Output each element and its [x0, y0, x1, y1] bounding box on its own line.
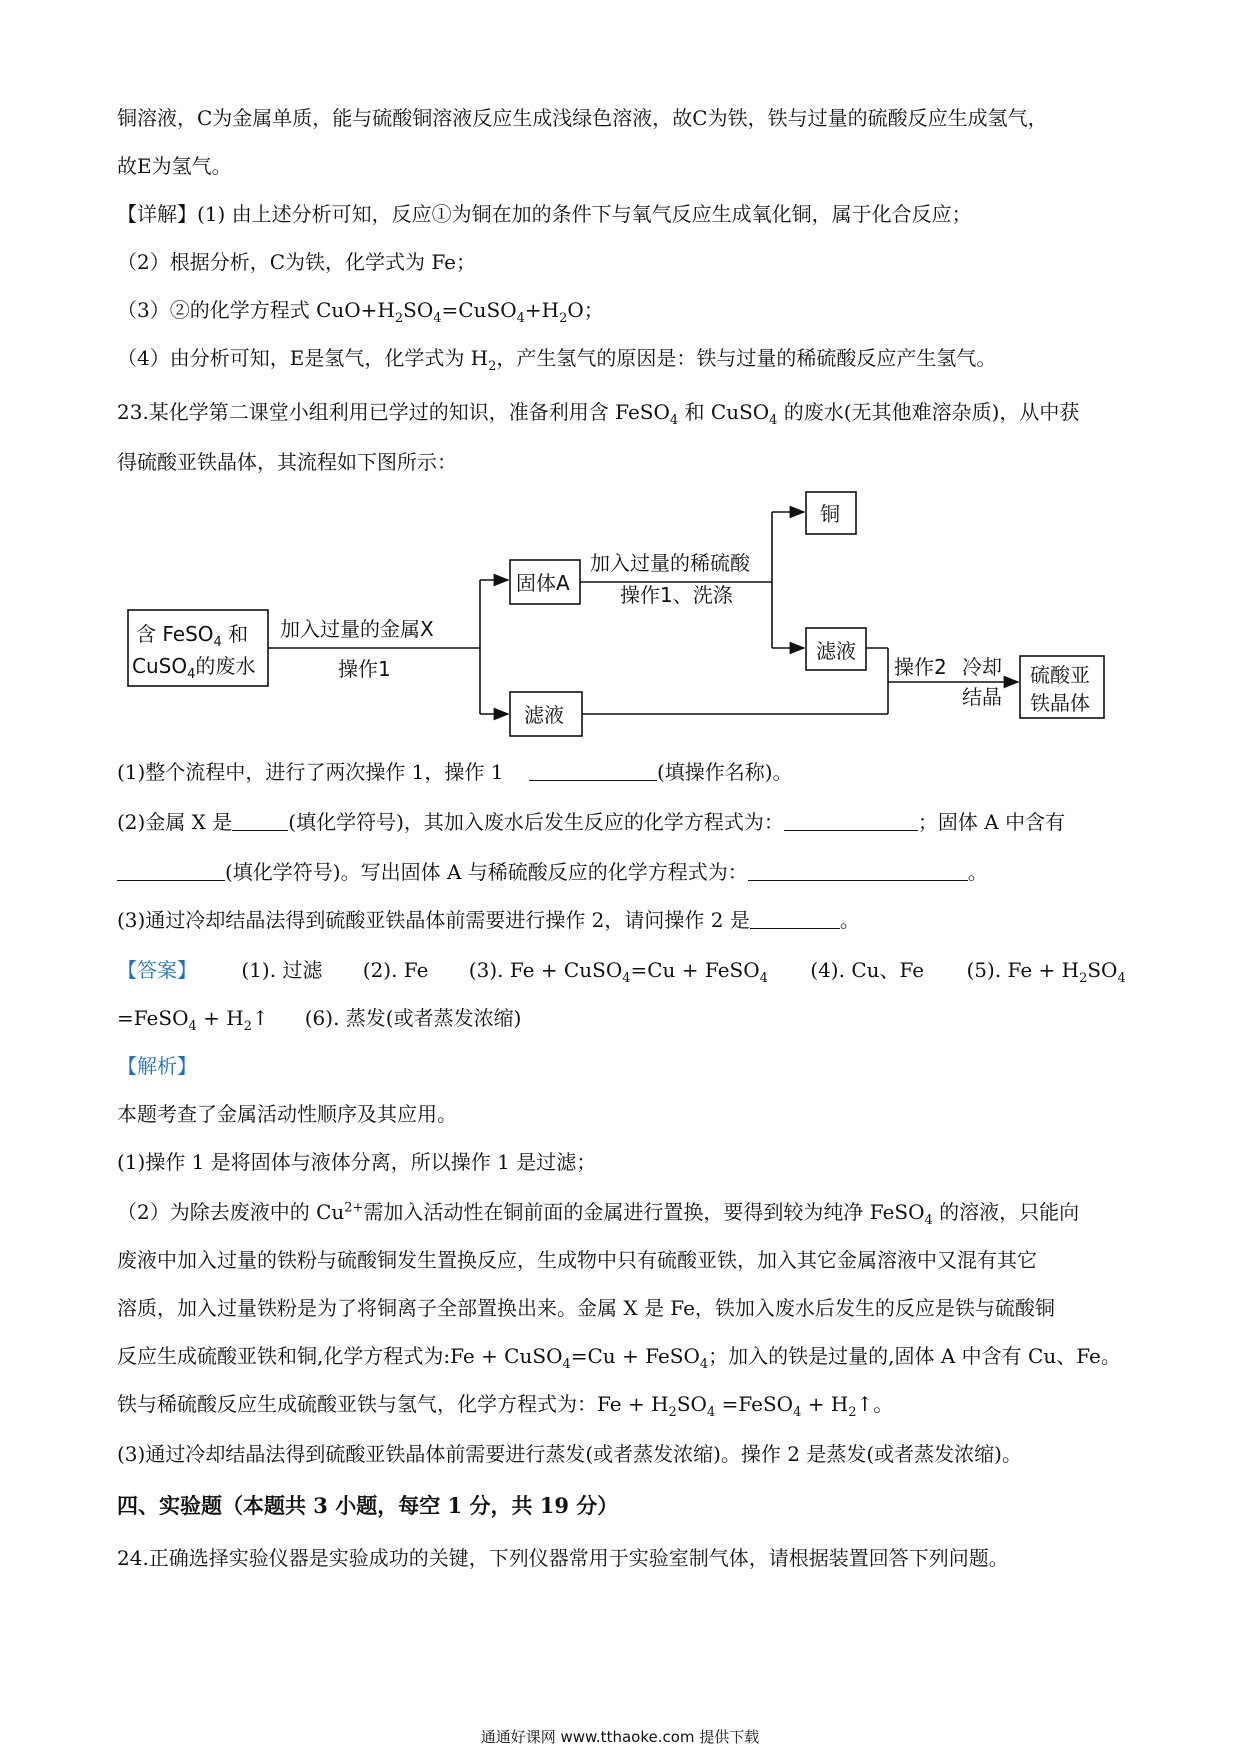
sub: 4	[1117, 971, 1126, 986]
q23-s2-c: ；固体 A 中含有	[917, 810, 1066, 834]
product-label-2: 铁晶体	[1030, 691, 1090, 715]
page-footer: 通通好课网 www.tthaoke.com 提供下载	[480, 1728, 760, 1746]
detail-1-text: (1) 由上述分析可知，反应①为铜在加的条件下与氧气反应生成氧化铜，属于化合反应；	[197, 202, 972, 226]
q23-s2-d: (填化学符号)。写出固体 A 与稀硫酸反应的化学方程式为：	[225, 860, 748, 884]
q23-line-2: 得硫酸亚铁晶体，其流程如下图所示：	[117, 450, 457, 474]
q24-text: 24.正确选择实验仪器是实验成功的关键，下列仪器常用于实验室制气体，请根据装置回答下列问题。	[117, 1546, 1009, 1570]
q23-s3-post: 。	[839, 908, 860, 932]
answer-5-a: (5). Fe + H	[966, 958, 1080, 982]
answer-blank[interactable]	[529, 762, 657, 781]
sub: 4	[433, 311, 442, 326]
solid-a-label: 固体A	[516, 571, 570, 595]
start-label-1: 含 FeSO$_4$ 和	[136, 622, 249, 650]
answer-1: (1). 过滤	[241, 958, 323, 982]
sub: 4	[622, 971, 631, 986]
q23-l1-c: 的废水(无其他难溶杂质)，从中获	[777, 400, 1080, 424]
sub: 2	[559, 311, 568, 326]
q23-s2-line-1	[117, 808, 1137, 836]
q23-s1-post: (填操作名称)。	[656, 760, 793, 784]
analysis-line-1: 本题考查了金属活动性顺序及其应用。	[117, 1102, 457, 1126]
detail-3-c: +H	[524, 298, 560, 322]
sub: 2	[668, 1405, 677, 1420]
answer-l2-b: + H	[196, 1006, 244, 1030]
sub: 4	[924, 1213, 933, 1228]
analysis-line-8: (3)通过冷却结晶法得到硫酸亚铁晶体前需要进行蒸发(或者蒸发浓缩)。操作 2 是蒸发(或者蒸发浓缩)。	[117, 1442, 1022, 1466]
analysis-l6-a: 反应生成硫酸亚铁和铜,化学方程式为:Fe + CuSO	[117, 1344, 563, 1368]
answer-line-1	[117, 956, 1137, 984]
analysis-l7-d: + H	[801, 1392, 849, 1416]
filtrate-1-label: 滤液	[524, 703, 564, 727]
analysis-l7-e: ↑。	[856, 1392, 894, 1416]
sub: 4	[706, 1405, 716, 1420]
sub: 2	[1079, 971, 1088, 986]
sub: 4	[759, 971, 768, 986]
detail-line-4	[117, 344, 1137, 372]
step1-top-label: 加入过量的金属X	[280, 617, 434, 641]
copper-label: 铜	[820, 502, 840, 526]
answer-blank[interactable]	[748, 862, 968, 881]
analysis-l7-c: =FeSO	[715, 1392, 794, 1416]
cool-label-1: 冷却	[962, 655, 1002, 679]
step1-bottom-label: 操作1	[338, 657, 391, 681]
detail-line-3	[117, 296, 1137, 324]
answer-l2-arrow: ↑	[251, 1006, 269, 1030]
filtrate-2-label: 滤液	[816, 639, 856, 663]
sub: 4	[769, 413, 778, 428]
answer-tag: 【答案】	[117, 958, 197, 982]
sup: 2+	[344, 1200, 364, 1216]
q23-line-1	[117, 398, 1137, 426]
detail-4-b: ，产生氢气的原因是：铁与过量的稀硫酸反应产生氢气。	[496, 346, 997, 370]
op2-label: 操作2	[894, 655, 947, 679]
analysis-line-2: (1)操作 1 是将固体与液体分离，所以操作 1 是过滤；	[117, 1150, 597, 1174]
sub: 4	[516, 311, 525, 326]
q23-s3	[117, 906, 1137, 934]
process-flowchart	[120, 488, 1140, 748]
q23-s2-line-2	[117, 858, 1137, 886]
section-4-heading: 四、实验题（本题共 3 小题，每空 1 分，共 19 分）	[117, 1493, 619, 1518]
q23-s3-text: (3)通过冷却结晶法得到硫酸亚铁晶体前需要进行操作 2，请问操作 2 是	[117, 908, 750, 932]
detail-3-so: SO	[403, 298, 434, 322]
detail-line-2: （2）根据分析，C为铁，化学式为 Fe；	[117, 250, 477, 274]
answer-6: (6). 蒸发(或者蒸发浓缩)	[304, 1006, 522, 1030]
detail-4-a: （4）由分析可知，E是氢气，化学式为 H	[117, 346, 489, 370]
sub: 4	[793, 1405, 802, 1420]
answer-2: (2). Fe	[362, 958, 429, 982]
sub: 2	[243, 1019, 252, 1034]
answer-l2-a: =FeSO	[117, 1006, 189, 1030]
cool-label-2: 结晶	[962, 685, 1002, 709]
analysis-l3-c: 的溶液，只能向	[932, 1200, 1080, 1224]
q23-s1	[117, 758, 1137, 786]
answer-5-b: SO	[1087, 958, 1118, 982]
sub: 2	[488, 359, 497, 374]
para-line-2: 故E为氢气。	[117, 154, 232, 178]
analysis-l6-c: ；加入的铁是过量的,固体 A 中含有 Cu、Fe。	[708, 1344, 1121, 1368]
sub: 4	[562, 1357, 571, 1372]
sub: 4	[699, 1357, 709, 1372]
detail-3-b: =CuSO	[441, 298, 517, 322]
answer-blank[interactable]	[117, 862, 225, 881]
analysis-line-7	[117, 1390, 1137, 1418]
sub: 2	[394, 311, 404, 326]
answer-blank[interactable]	[784, 812, 918, 831]
sub: 2	[848, 1405, 857, 1420]
detail-line-1	[117, 200, 1137, 228]
detail-3-d: O；	[567, 298, 604, 322]
answer-4: (4). Cu、Fe	[810, 958, 925, 982]
analysis-l3-b: 需加入活动性在铜前面的金属进行置换，要得到较为纯净 FeSO	[363, 1200, 925, 1224]
answer-line-2	[117, 1004, 1137, 1032]
analysis-line-6	[117, 1342, 1137, 1370]
analysis-tag: 【解析】	[117, 1054, 197, 1078]
para-line-1: 铜溶液，C为金属单质，能与硫酸铜溶液反应生成浅绿色溶液，故C为铁，铁与过量的硫酸反应生成氢气，	[117, 106, 1048, 130]
sub: 4	[188, 1019, 197, 1034]
q23-s2-b: (填化学符号)，其加入废水后发生反应的化学方程式为：	[288, 810, 784, 834]
q23-l1-b: 和 CuSO	[678, 400, 770, 424]
analysis-l3-a: （2）为除去废液中的 Cu	[117, 1200, 345, 1224]
product-label-1: 硫酸亚	[1030, 663, 1090, 687]
q23-s2-e: 。	[967, 860, 988, 884]
answer-blank[interactable]	[232, 812, 288, 831]
sub: 4	[669, 413, 679, 428]
q23-s2-a: (2)金属 X 是	[117, 810, 233, 834]
analysis-line-5: 溶质，加入过量铁粉是为了将铜离子全部置换出来。金属 X 是 Fe，铁加入废水后发生的反应是铁与硫酸铜	[117, 1296, 1055, 1320]
analysis-l7-a: 铁与稀硫酸反应生成硫酸亚铁与氢气，化学方程式为：Fe + H	[117, 1392, 669, 1416]
q23-s1-text: (1)整个流程中，进行了两次操作 1，操作 1	[117, 760, 504, 784]
analysis-l6-b: =Cu + FeSO	[570, 1344, 700, 1368]
detail-3-a: （3）②的化学方程式 CuO+H	[117, 298, 395, 322]
analysis-line-3	[117, 1198, 1137, 1226]
step2-bottom-label: 操作1、洗涤	[620, 583, 733, 607]
answer-3	[468, 958, 768, 986]
analysis-l7-b: SO	[676, 1392, 707, 1416]
answer-blank[interactable]	[750, 910, 840, 929]
q23-l1-a: 23.某化学第二课堂小组利用已学过的知识，准备利用含 FeSO	[117, 400, 670, 424]
answer-5	[966, 958, 1126, 986]
analysis-line-4: 废液中加入过量的铁粉与硫酸铜发生置换反应，生成物中只有硫酸亚铁，加入其它金属溶液中又混有其它	[117, 1248, 1037, 1272]
answer-3-b: =Cu + FeSO	[630, 958, 760, 982]
answer-3-a: (3). Fe + CuSO	[468, 958, 623, 982]
detail-tag: 【详解】	[117, 202, 197, 226]
step2-top-label: 加入过量的稀硫酸	[590, 551, 750, 575]
start-label-2: CuSO$_4$的废水	[132, 654, 256, 682]
